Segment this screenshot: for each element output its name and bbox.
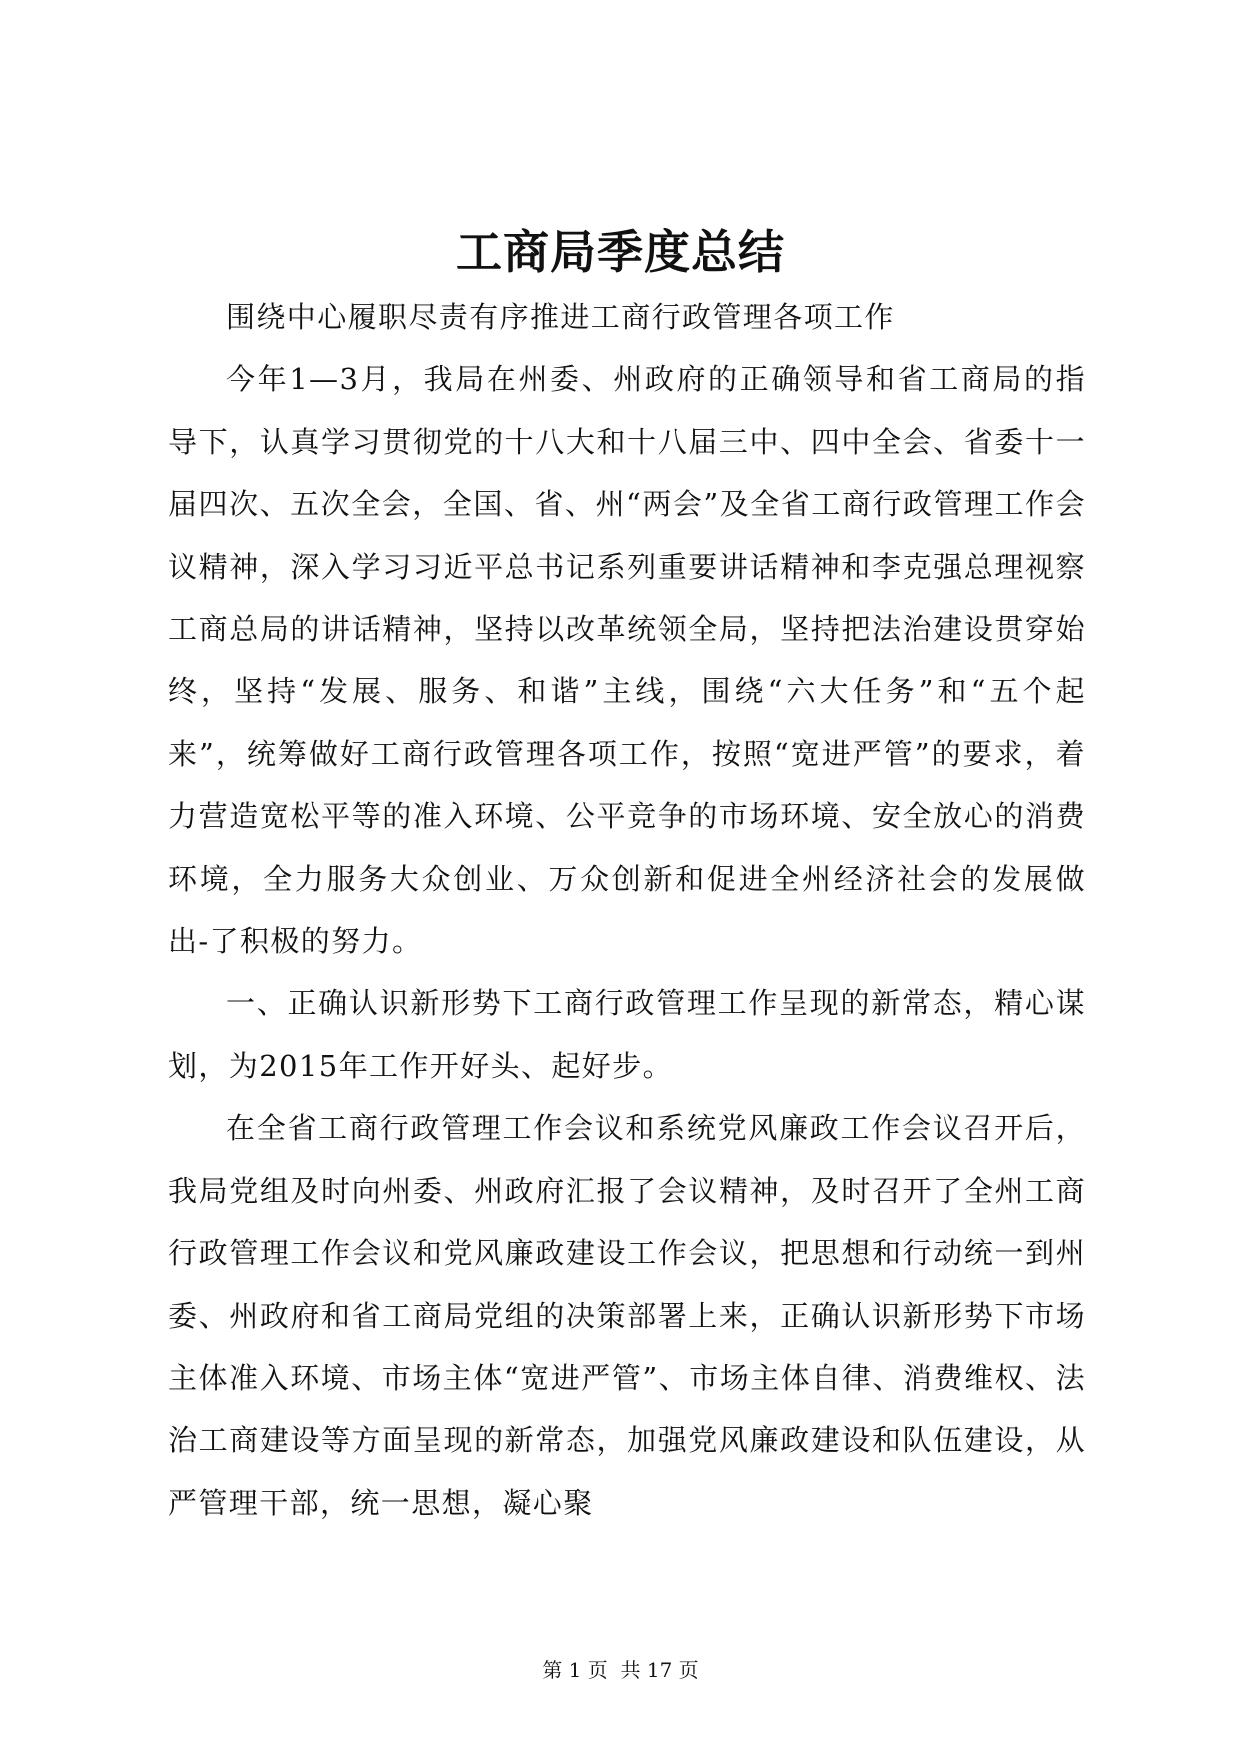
paragraph-subtitle: 围绕中心履职尽责有序推进工商行政管理各项工作 [226, 300, 895, 334]
page-number: 第 1 页 共 17 页 [542, 1658, 699, 1682]
document-title: 工商局季度总结 [456, 225, 785, 279]
paragraph-body: 在全省工商行政管理工作会议和系统党风廉政工作会议召开后，我局党组及时向州委、州政府汇报了会议精神，及时召开了全州工商行政管理工作会议和党风廉政建设工作会议，把思想和行动统一到州委、州政府和省工商局党组的决策部署上来，正确认识新形势下市场主体准入环境、市场主体“宽进严管”、市场主体自律、消费维权、法治工商建设等方面呈现的新常态，加强党风廉政建设和队伍建设，从严管理干部，统一思想，凝心聚 [168, 1111, 1086, 1520]
page-footer [0, 1656, 1241, 1684]
document-body [168, 286, 1086, 1534]
paragraph-section-heading: 一、正确认识新形势下工商行政管理工作呈现的新常态，精心谋划，为2015年工作开好头、起好步。 [168, 986, 1086, 1083]
paragraph-intro: 今年1—3月，我局在州委、州政府的正确领导和省工商局的指导下，认真学习贯彻党的十八大和十八届三中、四中全会、省委十一届四次、五次全会，全国、省、州“两会”及全省工商行政管理工作会议精神，深入学习习近平总书记系列重要讲话精神和李克强总理视察工商总局的讲话精神，坚持以改革统领全局，坚持把法治建设贯穿始终，坚持“发展、服务、和谐”主线，围绕“六大任务”和“五个起来”，统筹做好工商行政管理各项工作，按照“宽进严管”的要求，着力营造宽松平等的准入环境、公平竞争的市场环境、安全放心的消费环境，全力服务大众创业、万众创新和促进全州经济社会的发展做出-了积极的努力。 [168, 362, 1086, 959]
